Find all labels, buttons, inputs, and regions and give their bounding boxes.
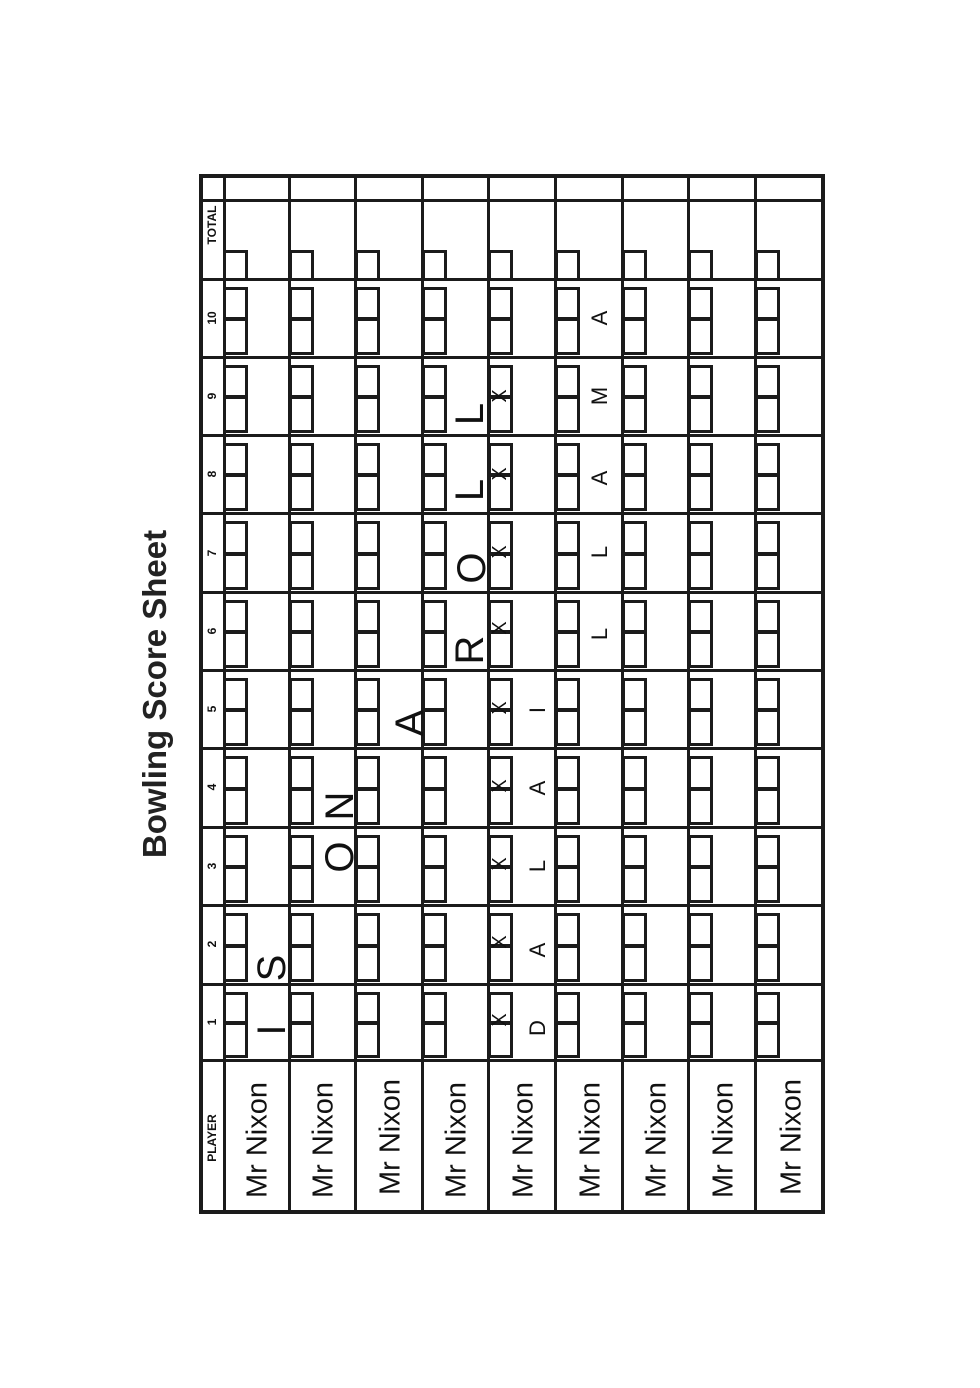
ball-box: [688, 788, 713, 826]
ball-box: [622, 631, 647, 668]
page-title: Bowling Score Sheet: [136, 529, 173, 859]
ball-box: [289, 600, 314, 633]
ball-box: [688, 709, 713, 746]
ball-box: [755, 553, 780, 591]
ball-box: [422, 992, 447, 1024]
total-box: [223, 250, 248, 281]
ball-box: [555, 913, 580, 947]
ball-box: [223, 631, 248, 668]
total-box: [622, 250, 647, 281]
ball-box: [488, 945, 513, 983]
ball-box: [223, 709, 248, 746]
ball-box: [223, 788, 248, 826]
ball-box: [555, 443, 580, 476]
ball-box: [422, 365, 447, 398]
ball-box: [289, 678, 314, 711]
ball-box: [755, 631, 780, 668]
ball-box: [555, 788, 580, 826]
ball-box: [223, 835, 248, 868]
header-frame-4: 4: [205, 783, 219, 791]
ball-box: [355, 474, 380, 511]
row-divider: [199, 591, 825, 594]
ball-box: [555, 631, 580, 668]
ball-box: [355, 709, 380, 746]
ball-box: [422, 1022, 447, 1058]
ball-box: [223, 474, 248, 511]
ball-box: [289, 443, 314, 476]
player-name: Mr Nixon: [640, 1081, 673, 1199]
ball-box: [622, 521, 647, 555]
ball-box: [422, 600, 447, 633]
ball-box: [622, 866, 647, 903]
ball-box: [223, 945, 248, 983]
ball-box: [688, 835, 713, 868]
ball-box: [555, 866, 580, 903]
ball-box: [688, 553, 713, 591]
ball-box: [755, 474, 780, 511]
row-divider: [199, 356, 825, 359]
row-letter: A: [525, 942, 550, 958]
handwritten-letter: O: [318, 841, 362, 873]
player-name: Mr Nixon: [707, 1081, 739, 1199]
ball-box: [355, 756, 380, 790]
ball-box: [223, 553, 248, 591]
ball-box: [488, 318, 513, 355]
row-letter: I: [525, 706, 550, 714]
ball-box: [422, 631, 447, 668]
total-box: [289, 250, 314, 281]
ball-box: [355, 287, 380, 320]
row-divider: [199, 904, 825, 907]
handwritten-letter: N: [318, 791, 362, 821]
ball-box: [622, 396, 647, 433]
ball-box: [355, 443, 380, 476]
ball-box: [355, 992, 380, 1024]
ball-box: [289, 474, 314, 511]
ball-box: [223, 396, 248, 433]
ball-box: [555, 365, 580, 398]
ball-box: [289, 835, 314, 868]
ball-box: [223, 866, 248, 903]
ball-box: [688, 396, 713, 433]
ball-box: [622, 474, 647, 511]
ball-box: [688, 318, 713, 355]
ball-box: [622, 443, 647, 476]
strike-mark: X: [489, 701, 511, 715]
row-letter: D: [525, 1020, 550, 1036]
ball-box: [422, 287, 447, 320]
strike-mark: X: [489, 779, 511, 793]
ball-box: [422, 866, 447, 903]
ball-box: [688, 866, 713, 903]
ball-box: [223, 365, 248, 398]
ball-box: [355, 365, 380, 398]
strike-mark: X: [489, 389, 511, 403]
player-name: Mr Nixon: [241, 1081, 274, 1199]
ball-box: [555, 600, 580, 633]
ball-box: [289, 992, 314, 1024]
ball-box: [422, 553, 447, 591]
player-name: Mr Nixon: [440, 1081, 473, 1199]
ball-box: [289, 396, 314, 433]
row-letter: A: [525, 780, 550, 796]
ball-box: [555, 521, 580, 555]
ball-box: [688, 600, 713, 633]
ball-box: [488, 1022, 513, 1058]
header-frame-10: 10: [205, 311, 219, 325]
header-frame-1: 1: [205, 1018, 219, 1026]
ball-box: [488, 866, 513, 903]
ball-box: [223, 913, 248, 947]
player-name: Mr Nixon: [507, 1081, 539, 1199]
header-player: PLAYER: [205, 1114, 219, 1162]
ball-box: [422, 318, 447, 355]
strike-mark: X: [489, 621, 511, 635]
row-divider: [199, 747, 825, 750]
row-divider: [199, 512, 825, 515]
ball-box: [755, 945, 780, 983]
ball-box: [755, 913, 780, 947]
ball-box: [289, 521, 314, 555]
handwritten-letter: I: [250, 1024, 294, 1036]
player-name: Mr Nixon: [374, 1078, 406, 1196]
ball-box: [289, 318, 314, 355]
total-box: [355, 250, 380, 281]
ball-box: [355, 1022, 380, 1058]
ball-box: [355, 521, 380, 555]
row-divider: [199, 669, 825, 672]
ball-box: [488, 287, 513, 320]
ball-box: [422, 835, 447, 868]
ball-box: [223, 756, 248, 790]
ball-box: [622, 678, 647, 711]
player-name: Mr Nixon: [574, 1081, 606, 1199]
ball-box: [289, 553, 314, 591]
header-frame-6: 6: [205, 627, 219, 635]
handwritten-letter: O: [450, 552, 494, 584]
ball-box: [223, 318, 248, 355]
row-divider: [199, 434, 825, 437]
ball-box: [755, 396, 780, 433]
ball-box: [422, 443, 447, 476]
row-divider: [199, 983, 825, 986]
ball-box: [622, 287, 647, 320]
header-frame-3: 3: [205, 862, 219, 870]
header-frame-7: 7: [205, 549, 219, 557]
ball-box: [223, 1022, 248, 1058]
ball-box: [622, 709, 647, 746]
row-divider: [199, 1059, 825, 1062]
header-frame-9: 9: [205, 392, 219, 400]
ball-box: [555, 678, 580, 711]
header-frame-2: 2: [205, 940, 219, 948]
ball-box: [355, 945, 380, 983]
ball-box: [622, 756, 647, 790]
ball-box: [622, 945, 647, 983]
ball-box: [355, 678, 380, 711]
ball-box: [355, 913, 380, 947]
ball-box: [622, 365, 647, 398]
ball-box: [755, 521, 780, 555]
ball-box: [688, 756, 713, 790]
ball-box: [755, 709, 780, 746]
total-box: [488, 250, 513, 281]
ball-box: [555, 396, 580, 433]
ball-box: [289, 631, 314, 668]
ball-box: [223, 287, 248, 320]
handwritten-letter: A: [388, 709, 432, 737]
ball-box: [688, 521, 713, 555]
total-box: [555, 250, 580, 281]
ball-box: [622, 600, 647, 633]
total-box: [755, 250, 780, 281]
ball-box: [688, 913, 713, 947]
ball-box: [555, 474, 580, 511]
ball-box: [622, 1022, 647, 1058]
ball-box: [622, 992, 647, 1024]
handwritten-letter: L: [448, 478, 492, 502]
ball-box: [289, 365, 314, 398]
strike-mark: X: [489, 935, 511, 949]
ball-box: [223, 600, 248, 633]
total-box: [422, 250, 447, 281]
ball-box: [555, 756, 580, 790]
ball-box: [422, 788, 447, 826]
ball-box: [289, 287, 314, 320]
ball-box: [755, 365, 780, 398]
ball-box: [223, 443, 248, 476]
ball-box: [688, 365, 713, 398]
ball-box: [622, 553, 647, 591]
ball-box: [755, 678, 780, 711]
ball-box: [223, 678, 248, 711]
ball-box: [555, 945, 580, 983]
ball-box: [289, 709, 314, 746]
ball-box: [422, 678, 447, 711]
row-letter: A: [587, 310, 612, 326]
strike-mark: X: [489, 545, 511, 559]
ball-box: [755, 866, 780, 903]
ball-box: [355, 396, 380, 433]
ball-box: [555, 318, 580, 355]
ball-box: [755, 287, 780, 320]
handwritten-letter: S: [250, 954, 294, 982]
handwritten-letter: R: [448, 635, 492, 665]
ball-box: [422, 474, 447, 511]
ball-box: [555, 835, 580, 868]
ball-box: [555, 287, 580, 320]
ball-box: [688, 992, 713, 1024]
ball-box: [755, 600, 780, 633]
row-divider: [199, 199, 825, 202]
ball-box: [755, 443, 780, 476]
ball-box: [688, 631, 713, 668]
total-box: [688, 250, 713, 281]
ball-box: [755, 318, 780, 355]
strike-mark: X: [489, 857, 511, 871]
ball-box: [555, 709, 580, 746]
ball-box: [688, 678, 713, 711]
ball-box: [422, 945, 447, 983]
ball-box: [355, 631, 380, 668]
ball-box: [289, 788, 314, 826]
ball-box: [688, 945, 713, 983]
row-letter: A: [587, 470, 612, 486]
ball-box: [755, 1022, 780, 1058]
ball-box: [688, 474, 713, 511]
ball-box: [755, 788, 780, 826]
ball-box: [355, 318, 380, 355]
header-total: TOTAL: [205, 205, 219, 245]
ball-box: [422, 396, 447, 433]
row-letter: L: [587, 545, 612, 559]
ball-box: [622, 913, 647, 947]
row-divider: [199, 826, 825, 829]
ball-box: [355, 600, 380, 633]
ball-box: [555, 553, 580, 591]
row-letter: L: [587, 627, 612, 641]
ball-box: [755, 835, 780, 868]
header-frame-5: 5: [205, 705, 219, 713]
handwritten-letter: L: [448, 402, 492, 426]
ball-box: [555, 992, 580, 1024]
ball-box: [622, 318, 647, 355]
ball-box: [422, 913, 447, 947]
ball-box: [355, 553, 380, 591]
ball-box: [622, 788, 647, 826]
ball-box: [289, 756, 314, 790]
row-letter: M: [587, 386, 612, 406]
ball-box: [422, 756, 447, 790]
ball-box: [422, 521, 447, 555]
ball-box: [688, 1022, 713, 1058]
ball-box: [688, 287, 713, 320]
ball-box: [555, 1022, 580, 1058]
player-name: Mr Nixon: [775, 1078, 808, 1196]
ball-box: [622, 835, 647, 868]
strike-mark: X: [489, 1013, 511, 1027]
header-frame-8: 8: [205, 470, 219, 478]
strike-mark: X: [489, 467, 511, 481]
ball-box: [289, 913, 314, 947]
player-name: Mr Nixon: [307, 1081, 340, 1199]
ball-box: [755, 992, 780, 1024]
ball-box: [488, 788, 513, 826]
ball-box: [688, 443, 713, 476]
ball-box: [223, 521, 248, 555]
ball-box: [223, 992, 248, 1024]
ball-box: [289, 866, 314, 903]
ball-box: [755, 756, 780, 790]
row-letter: L: [525, 859, 550, 873]
